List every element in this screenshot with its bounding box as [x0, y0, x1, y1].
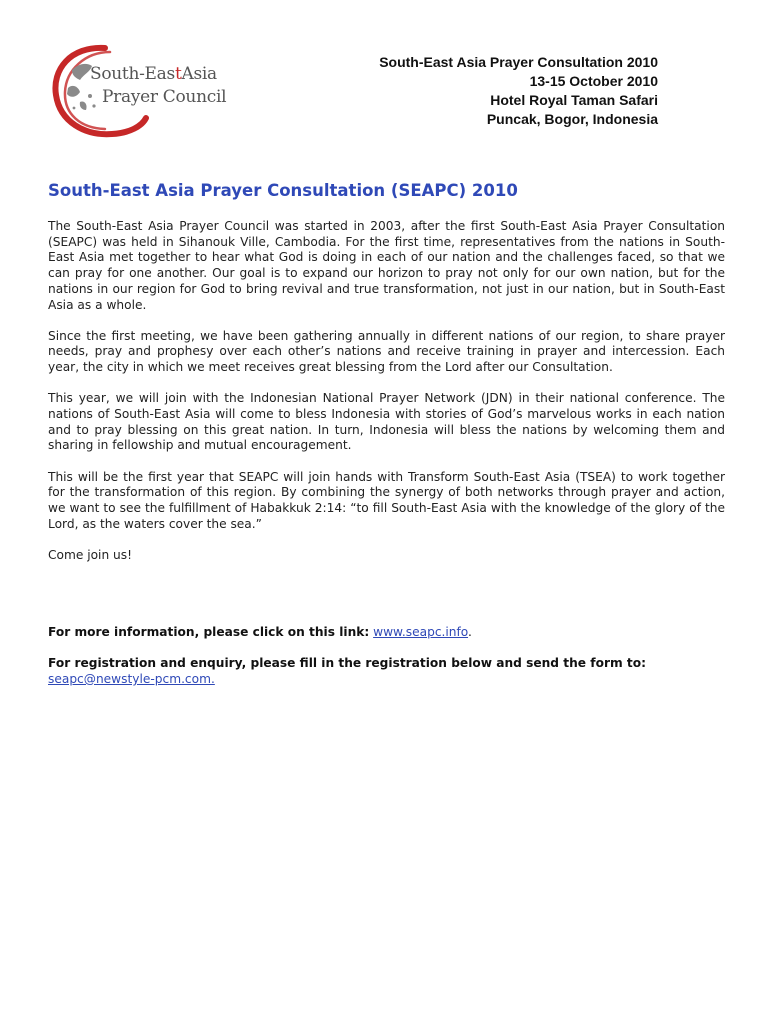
more-info-line [48, 625, 728, 641]
logo-title [90, 64, 217, 84]
registration-line [48, 656, 728, 687]
event-location: Puncak, Bogor, Indonesia [486, 111, 658, 127]
paragraph-this-year: This year, we will join with the Indonesian National Prayer Network (JDN) in their national conference. The nations of South-East Asia will come to bless Indonesia with stories of God’s marvelous works in each nation and to pray blessing on this great nation. In turn, Indonesia will bless the nations by welcoming them and sharing in fellowship and mutual encouragement. [48, 391, 725, 453]
more-info-period: . [468, 625, 472, 639]
event-dates: 13-15 October 2010 [529, 73, 658, 89]
info-block [48, 625, 728, 703]
paragraph-history: The South-East Asia Prayer Council was started in 2003, after the first South-East Asia Prayer Consultation (SEAPC) was held in Sihanouk Ville, Cambodia. For the first time, representatives from the nations in South-East Asia met together to hear what God is doing in each of our nation and the challenges faced, so that we can pray for one another. Our goal is to expand our horizon to pray not only for our own nation, but for the nations in our region for God to bring revival and true transformation, not just in our nation, but in South-East Asia as a whole. [48, 219, 725, 312]
logo-subtitle: Prayer Council [102, 87, 227, 107]
page-title: South-East Asia Prayer Consultation (SEAPC) 2010 [48, 181, 518, 200]
website-link[interactable]: www.seapc.info [373, 625, 469, 639]
registration-label: For registration and enquiry, please fill in the registration below and send the form to: [48, 656, 646, 671]
paragraph-tsea: This will be the first year that SEAPC will join hands with Transform South-East Asia (TSEA) to work together for the transformation of this region. By combining the synergy of both networks through prayer and action, we want to see the fulfillment of Habakkuk 2:14: “to fill South-East Asia with the knowledge of the glory of the Lord, as the waters cover the sea.” [48, 469, 725, 531]
logo [50, 40, 250, 140]
event-venue: Hotel Royal Taman Safari [490, 92, 658, 108]
paragraph-invite: Come join us! [48, 547, 132, 562]
logo-title-part2: Asia [181, 64, 217, 84]
event-name: South-East Asia Prayer Consultation 2010 [379, 54, 658, 70]
email-link[interactable]: seapc@newstyle-pcm.com. [48, 671, 215, 686]
event-info [379, 53, 658, 129]
logo-title-part1: South-Eas [90, 64, 175, 84]
more-info-label: For more information, please click on this link: [48, 625, 370, 639]
logo-cross: t [174, 64, 182, 84]
body-text [48, 219, 725, 579]
paragraph-gathering: Since the first meeting, we have been gathering annually in different nations of our region, to share prayer needs, pray and prophesy over each other’s nations and receive training in prayer and intercession. Each year, the city in which we meet receives great blessing from the Lord after our Consultation. [48, 328, 725, 375]
